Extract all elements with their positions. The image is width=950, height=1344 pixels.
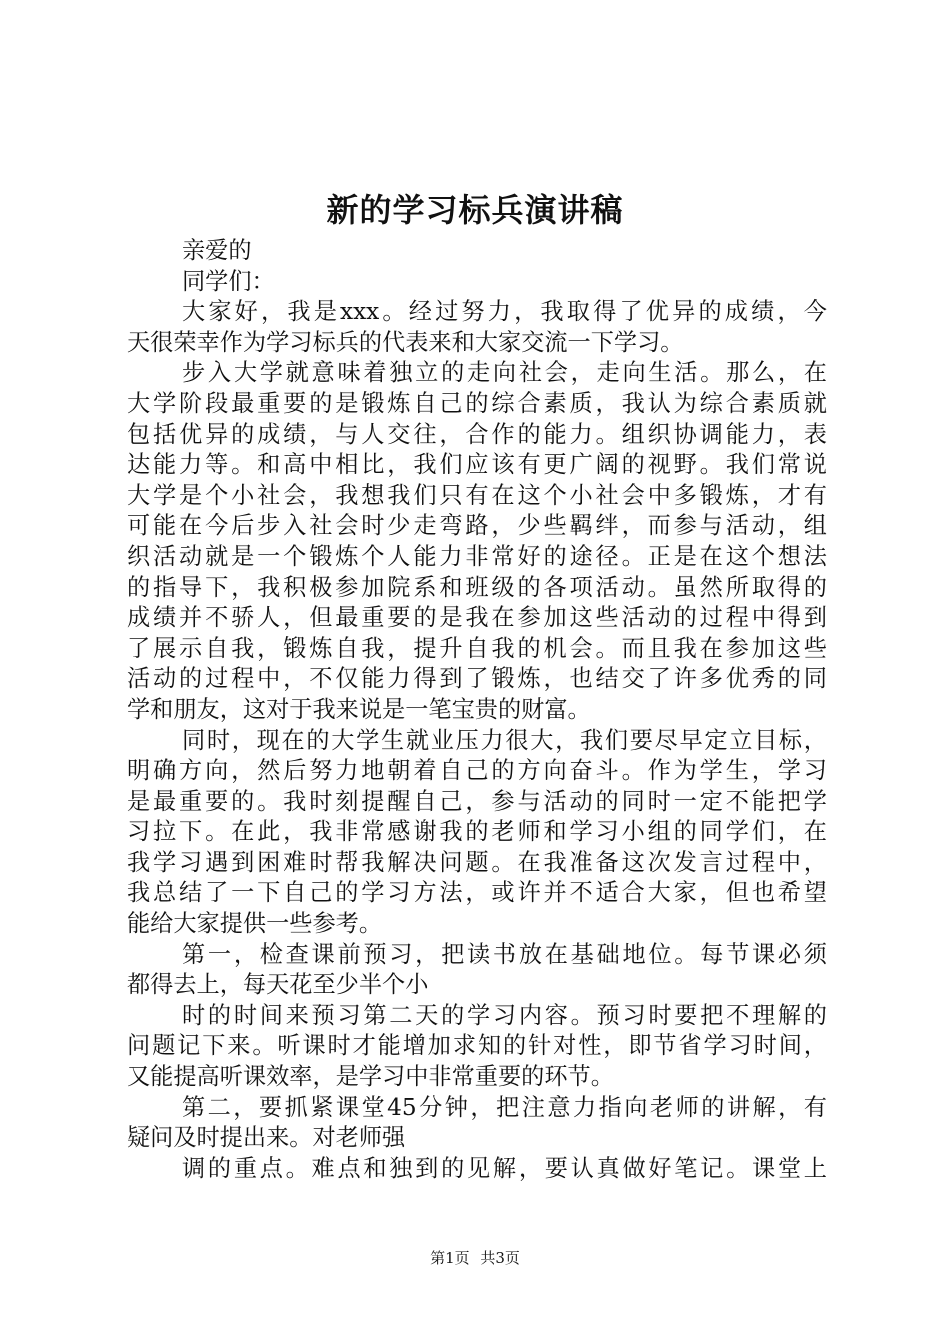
text-line: 同学们：	[182, 267, 275, 295]
text-line: 疑问及时提出来。对老师强	[127, 1124, 406, 1152]
text-line: 同时，现在的大学生就业压力很大，我们要尽早定立目标，	[182, 726, 827, 754]
text-line: 能给大家提供一些参考。	[127, 910, 383, 938]
text-line: 亲爱的	[182, 237, 252, 264]
text-line: 大学阶段最重要的是锻炼自己的综合素质，我认为综合素质就	[127, 389, 827, 417]
text-line: 都得去上，每天花至少半个小	[127, 971, 429, 999]
page-footer	[0, 1247, 950, 1268]
text-line: 时的时间来预习第二天的学习内容。预习时要把不理解的	[182, 1001, 827, 1029]
text-line: 可能在今后步入社会时少走弯路，少些羁绊，而参与活动，组	[127, 512, 827, 540]
text-line: 调的重点。难点和独到的见解，要认真做好笔记。课堂上	[182, 1154, 827, 1182]
text-line: 包括优异的成绩，与人交往，合作的能力。组织协调能力，表	[127, 420, 827, 448]
page-number-current: 第1页	[430, 1249, 470, 1267]
text-line: 学和朋友，这对于我来说是一笔宝贵的财富。	[127, 695, 591, 723]
text-line: 第一，检查课前预习，把读书放在基础地位。每节课必须	[182, 940, 827, 968]
text-line: 天很荣幸作为学习标兵的代表来和大家交流一下学习。	[127, 328, 684, 356]
text-line: 成绩并不骄人，但最重要的是我在参加这些活动的过程中得到	[127, 604, 827, 632]
text-line: 活动的过程中，不仅能力得到了锻炼，也结交了许多优秀的同	[127, 665, 827, 693]
text-line: 达能力等。和高中相比，我们应该有更广阔的视野。我们常说	[127, 451, 827, 479]
text-line: 大家好，我是xxx。经过努力，我取得了优异的成绩，今	[182, 298, 827, 326]
text-line: 了展示自我，锻炼自我，提升自我的机会。而且我在参加这些	[127, 634, 827, 662]
document-body	[127, 236, 827, 1184]
text-line: 步入大学就意味着独立的走向社会，走向生活。那么，在	[182, 359, 827, 387]
text-line: 明确方向，然后努力地朝着自己的方向奋斗。作为学生，学习	[127, 757, 827, 785]
text-line: 我学习遇到困难时帮我解决问题。在我准备这次发言过程中，	[127, 848, 827, 876]
text-line: 第二，要抓紧课堂45分钟，把注意力指向老师的讲解，有	[182, 1093, 827, 1121]
text-line: 我总结了一下自己的学习方法，或许并不适合大家，但也希望	[127, 879, 827, 907]
text-line: 是最重要的。我时刻提醒自己，参与活动的同时一定不能把学	[127, 787, 827, 815]
text-line: 织活动就是一个锻炼个人能力非常好的途径。正是在这个想法	[127, 542, 827, 570]
text-line: 的指导下，我积极参加院系和班级的各项活动。虽然所取得的	[127, 573, 827, 601]
page-title: 新的学习标兵演讲稿	[326, 191, 624, 229]
text-line: 习拉下。在此，我非常感谢我的老师和学习小组的同学们，在	[127, 818, 827, 846]
text-line: 问题记下来。听课时才能增加求知的针对性，即节省学习时间，	[127, 1032, 827, 1060]
text-line: 又能提高听课效率，是学习中非常重要的环节。	[127, 1063, 614, 1091]
page-number-total: 共3页	[480, 1249, 520, 1267]
text-line: 大学是个小社会，我想我们只有在这个小社会中多锻炼，才有	[127, 481, 827, 509]
